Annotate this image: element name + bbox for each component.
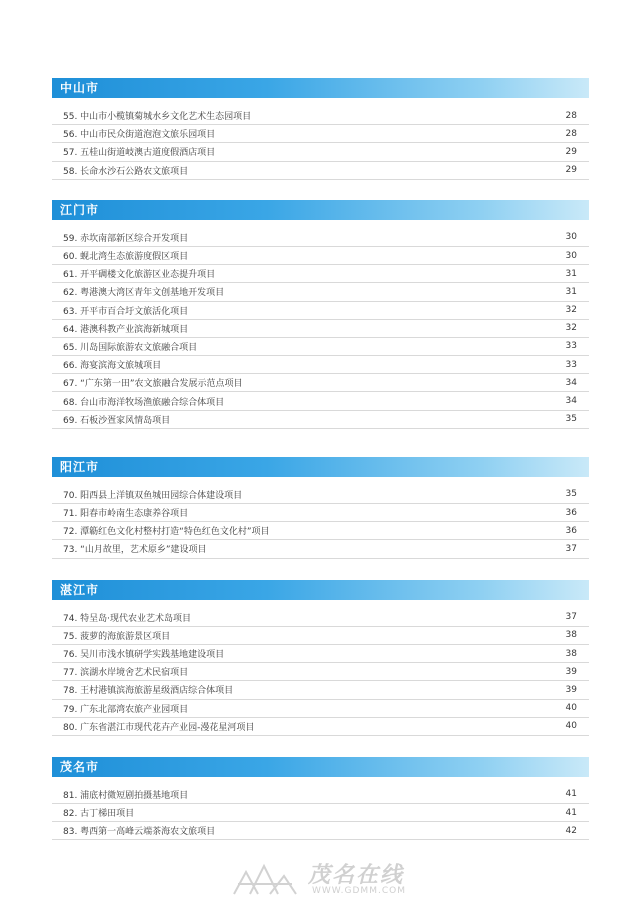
toc-row[interactable]	[52, 143, 589, 161]
toc-page: 32	[565, 323, 577, 334]
section-header: 茂名市	[52, 757, 589, 777]
toc-label: 65. 川岛国际旅游农文旅融合项目	[63, 342, 198, 353]
toc-page: 29	[565, 165, 577, 176]
toc-page: 41	[565, 807, 577, 818]
toc-label: 75. 菠萝的海旅游景区项目	[63, 631, 171, 642]
section-yangjiang	[52, 457, 589, 559]
toc-label: 66. 海宴滨海文旅城项目	[63, 361, 162, 372]
toc-row[interactable]	[52, 356, 589, 374]
toc-page: 37	[565, 543, 577, 554]
toc-label: 67. “广东第一田”农文旅融合发展示范点项目	[63, 379, 243, 390]
toc-label: 63. 开平市百合圩文旅活化项目	[63, 306, 189, 317]
toc-page: 39	[565, 684, 577, 695]
toc-page: 31	[565, 268, 577, 279]
toc-label: 78. 王村港镇滨海旅游星级酒店综合体项目	[63, 686, 234, 697]
toc-page: 41	[565, 789, 577, 800]
toc-label: 57. 五桂山街道岐澳古道度假酒店项目	[63, 148, 216, 159]
toc-row[interactable]	[52, 320, 589, 338]
toc-row[interactable]	[52, 700, 589, 718]
toc-row[interactable]	[52, 718, 589, 736]
table-of-contents	[52, 78, 589, 840]
toc-label: 70. 阳西县上洋镇双鱼城田园综合体建设项目	[63, 490, 243, 501]
section-maoming	[52, 757, 589, 841]
toc-row[interactable]	[52, 411, 589, 429]
toc-row[interactable]	[52, 522, 589, 540]
section-header: 江门市	[52, 200, 589, 220]
toc-label: 82. 古丁梯田项目	[63, 809, 135, 820]
toc-page: 36	[565, 507, 577, 518]
toc-page: 34	[565, 396, 577, 407]
toc-label: 69. 石板沙疍家风情岛项目	[63, 415, 171, 426]
toc-row[interactable]	[52, 540, 589, 558]
toc-row[interactable]	[52, 374, 589, 392]
toc-page: 38	[565, 648, 577, 659]
watermark	[230, 856, 430, 900]
toc-row[interactable]	[52, 786, 589, 804]
toc-page: 40	[565, 721, 577, 732]
toc-page: 39	[565, 666, 577, 677]
toc-row[interactable]	[52, 229, 589, 247]
toc-row[interactable]	[52, 822, 589, 840]
toc-label: 83. 粤西第一高峰云端茶海农文旅项目	[63, 827, 216, 838]
toc-page: 28	[565, 128, 577, 139]
toc-page: 38	[565, 630, 577, 641]
toc-page: 28	[565, 110, 577, 121]
toc-row[interactable]	[52, 283, 589, 301]
toc-label: 79. 广东北部湾农旅产业园项目	[63, 704, 189, 715]
toc-label: 81. 浦底村微短剧拍摄基地项目	[63, 790, 189, 801]
toc-row[interactable]	[52, 162, 589, 180]
toc-page: 30	[565, 250, 577, 261]
toc-page: 34	[565, 377, 577, 388]
section-header: 阳江市	[52, 457, 589, 477]
toc-row[interactable]	[52, 609, 589, 627]
toc-row[interactable]	[52, 627, 589, 645]
toc-page: 33	[565, 341, 577, 352]
toc-row[interactable]	[52, 338, 589, 356]
toc-row[interactable]	[52, 392, 589, 410]
toc-label: 62. 粤港澳大湾区青年文创基地开发项目	[63, 288, 225, 299]
toc-row[interactable]	[52, 804, 589, 822]
toc-page: 35	[565, 489, 577, 500]
toc-page: 32	[565, 305, 577, 316]
watermark-url: WWW.GDMM.COM	[312, 886, 406, 896]
toc-label: 71. 阳春市岭南生态康养谷项目	[63, 509, 189, 520]
toc-page: 31	[565, 286, 577, 297]
toc-row[interactable]	[52, 504, 589, 522]
toc-row[interactable]	[52, 663, 589, 681]
section-zhongshan	[52, 78, 589, 180]
watermark-title: 茂名在线	[308, 863, 405, 888]
toc-label: 55. 中山市小榄镇菊城水乡文化艺术生态园项目	[63, 112, 252, 123]
watermark-logo-icon	[230, 858, 302, 898]
toc-label: 74. 特呈岛·现代农业艺术岛项目	[63, 613, 192, 624]
toc-page: 40	[565, 703, 577, 714]
toc-page: 37	[565, 612, 577, 623]
toc-label: 58. 长命水沙石公路农文旅项目	[63, 166, 189, 177]
toc-label: 80. 广东省湛江市现代花卉产业园-漫花星河项目	[63, 722, 255, 733]
toc-label: 73. “山月故里，艺术原乡”建设项目	[63, 545, 207, 556]
toc-label: 72. 潭簕红色文化村整村打造“特色红色文化村”项目	[63, 527, 270, 538]
section-zhanjiang	[52, 580, 589, 736]
section-header: 湛江市	[52, 580, 589, 600]
toc-row[interactable]	[52, 125, 589, 143]
toc-label: 64. 港澳科教产业滨海新城项目	[63, 324, 189, 335]
toc-label: 61. 开平碉楼文化旅游区业态提升项目	[63, 270, 216, 281]
toc-page: 33	[565, 359, 577, 370]
toc-page: 35	[565, 414, 577, 425]
section-header: 中山市	[52, 78, 589, 98]
toc-label: 60. 蚬北湾生态旅游度假区项目	[63, 252, 189, 263]
toc-page: 36	[565, 525, 577, 536]
toc-row[interactable]	[52, 681, 589, 699]
toc-page: 29	[565, 146, 577, 157]
toc-row[interactable]	[52, 107, 589, 125]
toc-label: 68. 台山市海洋牧场渔旅融合综合体项目	[63, 397, 225, 408]
section-jiangmen	[52, 200, 589, 429]
toc-row[interactable]	[52, 486, 589, 504]
toc-page: 42	[565, 825, 577, 836]
toc-label: 56. 中山市民众街道泡泡文旅乐园项目	[63, 130, 216, 141]
toc-row[interactable]	[52, 247, 589, 265]
toc-row[interactable]	[52, 302, 589, 320]
toc-label: 59. 赤坎南部新区综合开发项目	[63, 233, 189, 244]
toc-label: 76. 吴川市浅水镇研学实践基地建设项目	[63, 650, 225, 661]
toc-row[interactable]	[52, 645, 589, 663]
toc-label: 77. 滨湖水岸境舍艺术民宿项目	[63, 668, 189, 679]
toc-row[interactable]	[52, 265, 589, 283]
toc-page: 30	[565, 232, 577, 243]
